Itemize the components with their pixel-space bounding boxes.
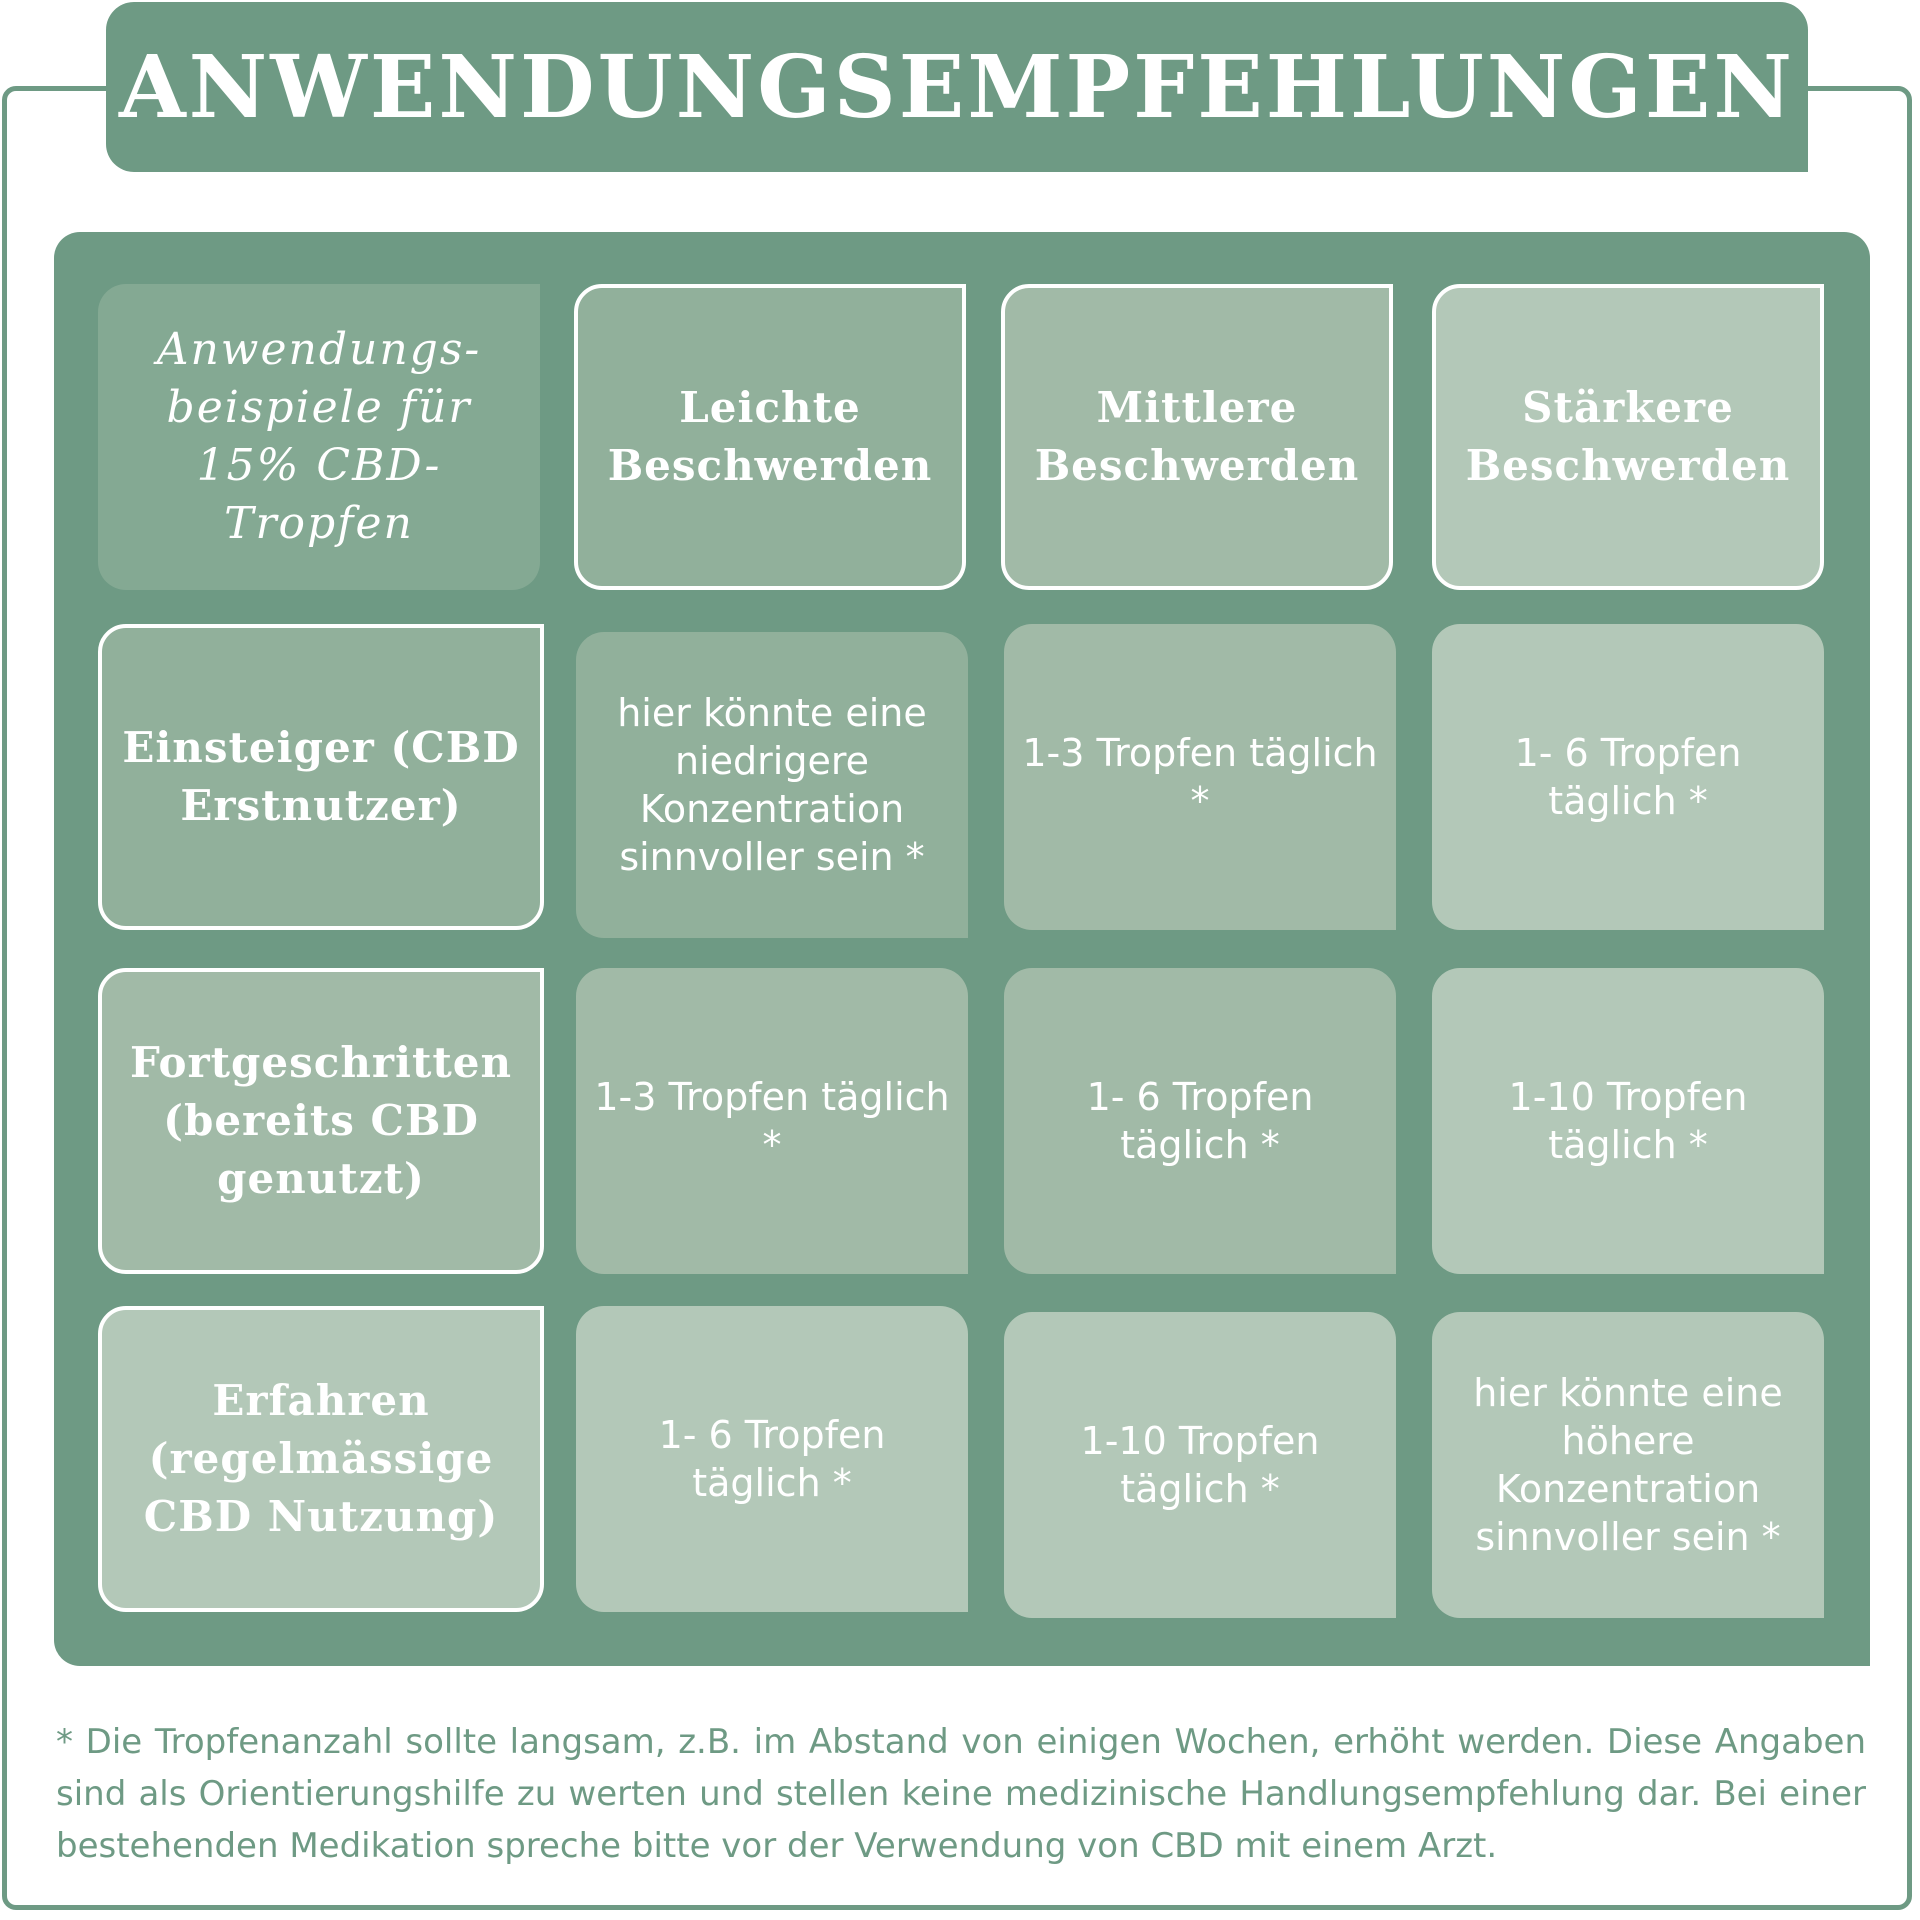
title-banner (106, 2, 1808, 172)
table-cell: 1-10 Tropfen täglich * (1432, 968, 1824, 1274)
table-cell: 1- 6 Tropfen täglich * (1004, 968, 1396, 1274)
table-cell: 1-10 Tropfen täglich * (1004, 1312, 1396, 1618)
table-intro-cell: Anwendungs-beispiele für 15% CBD-Tropfen (98, 284, 540, 590)
row-label-einsteiger: Einsteiger (CBD Erstnutzer) (98, 624, 544, 930)
table-cell: 1- 6 Tropfen täglich * (1432, 624, 1824, 930)
column-header-mittlere: Mittlere Beschwerden (1001, 284, 1393, 590)
table-cell: 1-3 Tropfen täglich * (1004, 624, 1396, 930)
column-header-leichte: Leichte Beschwerden (574, 284, 966, 590)
table-cell: 1- 6 Tropfen täglich * (576, 1306, 968, 1612)
footnote: * Die Tropfenanzahl sollte langsam, z.B. im Abstand von einigen Wochen, erhöht werden. Diese Angaben sind als Orientierungshilfe zu werten und stellen keine medizinische Handlungsempfehlung dar. Bei einer bestehenden Medikation spreche bitte vor der Verwendung von CBD mit einem Arzt. (56, 1722, 1866, 1866)
table-cell: 1-3 Tropfen täglich * (576, 968, 968, 1274)
table-cell: hier könnte eine höhere Konzentration sinnvoller sein * (1432, 1312, 1824, 1618)
row-label-fortgeschritten: Fortgeschritten (bereits CBD genutzt) (98, 968, 544, 1274)
table-cell: hier könnte eine niedrigere Konzentration sinnvoller sein * (576, 632, 968, 938)
dosage-table (54, 232, 1870, 1666)
page-title: ANWENDUNGSEMPFEHLUNGEN (118, 36, 1796, 138)
column-header-staerkere: Stärkere Beschwerden (1432, 284, 1824, 590)
row-label-erfahren: Erfahren (regelmässige CBD Nutzung) (98, 1306, 544, 1612)
